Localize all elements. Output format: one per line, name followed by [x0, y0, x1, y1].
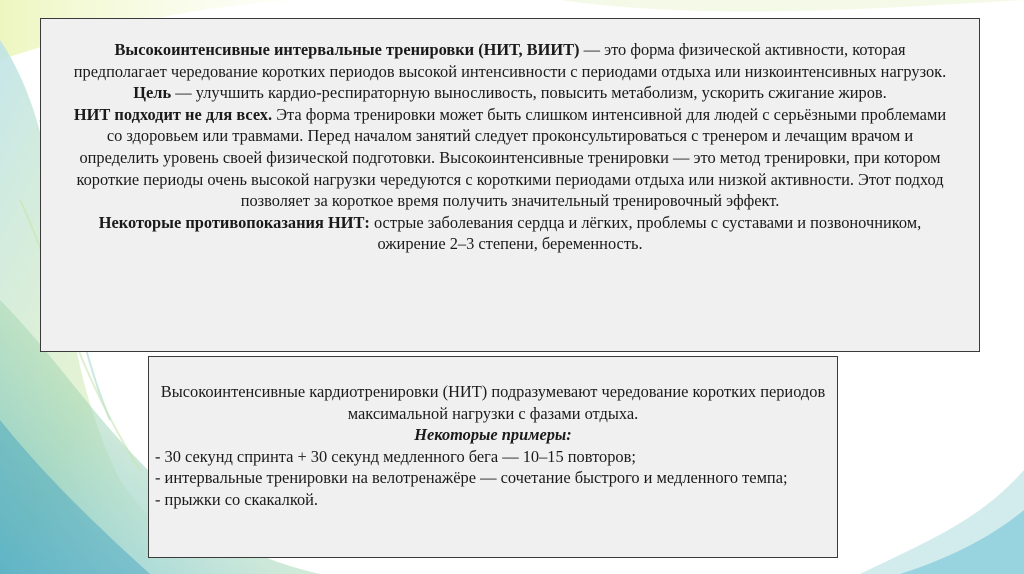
- contraindications-paragraph: [67, 212, 953, 255]
- term-definition: — это форма физической активности, которая предполагает чередование коротких периодов высокой интенсивности с периодами отдыха или низкоинтенсивных нагрузок.: [73, 40, 947, 81]
- example-item: - 30 секунд спринта + 30 секунд медленного бега — 10–15 повторов;: [155, 446, 636, 466]
- goal-label: Цель: [133, 83, 172, 103]
- examples-intro: Высокоинтенсивные кардиотренировки (НИТ) подразумевают чередование коротких периодов максимальной нагрузки с фазами отдыха.: [160, 382, 826, 423]
- term-heading: Высокоинтенсивные интервальные тренировки (НИТ, ВИИТ): [114, 40, 580, 59]
- contraindications-label: Некоторые противопоказания НИТ:: [98, 212, 370, 232]
- examples-heading: Некоторые примеры:: [414, 425, 572, 445]
- warning-label: НИТ подходит не для всех.: [73, 104, 273, 124]
- info-panel-examples: [148, 356, 838, 558]
- contraindications-text: острые заболевания сердца и лёгких, проблемы с суставами и позвоночником, ожирение 2–3 степени, беременность.: [369, 212, 922, 254]
- warning-text: Эта форма тренировки может быть слишком интенсивной для людей с серьёзными проблемами со здоровьем или травмами. Перед началом занятий следует проконсультироваться с тренером и лечащим врачом и определить уровень своей физической подготовки. Высокоинтенсивные тренировки — это метод тренировки, при котором короткие периоды очень высокой нагрузки чередуются с короткими периодами отдыха или низкой активности. Этот подход позволяет за короткое время получить значительный тренировочный эффект.: [76, 104, 947, 211]
- goal-text: — улучшить кардио-респираторную выносливость, повысить метаболизм, ускорить сжигание жиров.: [171, 83, 887, 103]
- example-item: - интервальные тренировки на велотренажёре — сочетание быстрого и медленного темпа;: [155, 468, 788, 488]
- warning-paragraph: [67, 104, 953, 212]
- example-item: - прыжки со скакалкой.: [155, 489, 319, 509]
- intro-paragraph: [67, 39, 953, 104]
- info-panel-top: [40, 18, 980, 352]
